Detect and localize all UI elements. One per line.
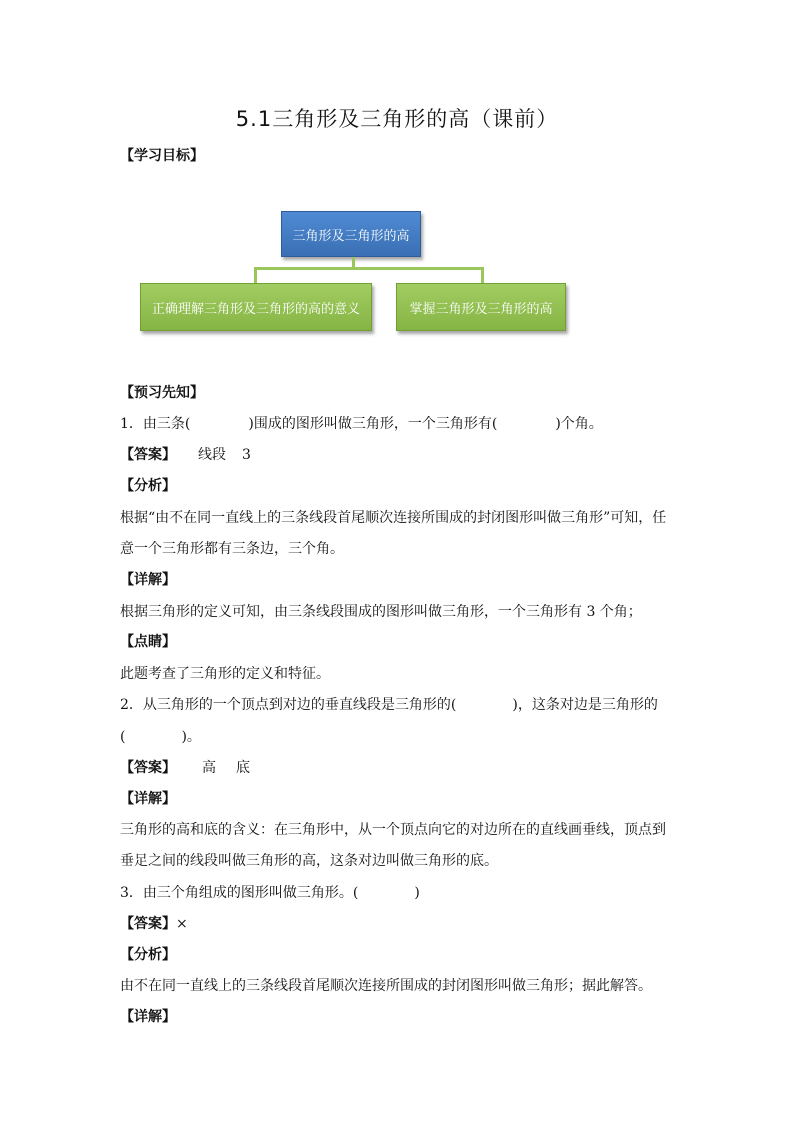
q1-stem-a: 1．由三条(	[120, 416, 191, 432]
q2-answer-1: 高	[202, 760, 216, 776]
q1-answer	[120, 445, 251, 465]
q3-answer-label: 【答案】	[120, 916, 176, 932]
q3-detail-label: 【详解】	[120, 1009, 176, 1025]
q2-answer	[120, 758, 250, 778]
objectives-heading: 【学习目标】	[120, 148, 204, 164]
q2-stem-b: )，这条对边是三角形的	[512, 697, 658, 713]
q1-answer-2: 3	[242, 447, 251, 463]
diagram-child-node-2: 掌握三角形及三角形的高	[396, 283, 566, 331]
q1-stem-b: )围成的图形叫做三角形，一个三角形有(	[248, 416, 498, 432]
q1-detail: 根据三角形的定义可知，由三条线段围成的图形叫做三角形，一个三角形有 3 个角；	[120, 604, 642, 620]
q1-comment-label: 【点睛】	[120, 634, 176, 650]
diagram-root-node: 三角形及三角形的高	[281, 211, 421, 257]
diagram-child-node-1: 正确理解三角形及三角形的高的意义	[140, 283, 372, 331]
q2-detail-line-2: 垂足之间的线段叫做三角形的高，这条对边叫做三角形的底。	[120, 853, 498, 869]
diagram-connector-horizontal	[254, 267, 484, 270]
q1-analysis-label: 【分析】	[120, 478, 176, 494]
q2-answer-label: 【答案】	[120, 760, 176, 776]
q2-stem-a: 2．从三角形的一个顶点到对边的垂直线段是三角形的(	[120, 697, 457, 713]
q2-detail-label: 【详解】	[120, 791, 176, 807]
diagram-connector-right	[481, 267, 484, 283]
preview-heading: 【预习先知】	[120, 385, 204, 401]
q1-stem-c: )个角。	[555, 416, 603, 432]
q2-stem-d: )。	[181, 729, 201, 745]
q3-answer: ×	[176, 916, 188, 932]
q3-stem-b: )	[414, 885, 420, 901]
q3-stem-a: 3．由三个角组成的图形叫做三角形。(	[120, 885, 359, 901]
q1-detail-label: 【详解】	[120, 572, 176, 588]
question-3	[120, 883, 420, 903]
q2-answer-2: 底	[236, 760, 250, 776]
q2-stem-c: (	[120, 729, 126, 745]
page-title: 5.1三角形及三角形的高（课前）	[235, 107, 559, 131]
question-1	[120, 414, 603, 434]
question-2	[120, 695, 658, 715]
q1-analysis-line-1: 根据“由不在同一直线上的三条线段首尾顺次连接所围成的封闭图形叫做三角形”可知，任	[120, 510, 667, 526]
q1-answer-label: 【答案】	[120, 447, 176, 463]
q3-analysis: 由不在同一直线上的三条线段首尾顺次连接所围成的封闭图形叫做三角形；据此解答。	[120, 978, 652, 994]
q3-analysis-label: 【分析】	[120, 947, 176, 963]
diagram-connector-left	[254, 267, 257, 283]
q3-answer	[120, 914, 188, 934]
q1-analysis-line-2: 意一个三角形都有三条边，三个角。	[120, 541, 344, 557]
q1-answer-1: 线段	[198, 447, 226, 463]
question-2-cont	[120, 727, 201, 747]
q1-comment: 此题考查了三角形的定义和特征。	[120, 666, 330, 682]
q2-detail-line-1: 三角形的高和底的含义：在三角形中，从一个顶点向它的对边所在的直线画垂线，顶点到	[120, 822, 666, 838]
